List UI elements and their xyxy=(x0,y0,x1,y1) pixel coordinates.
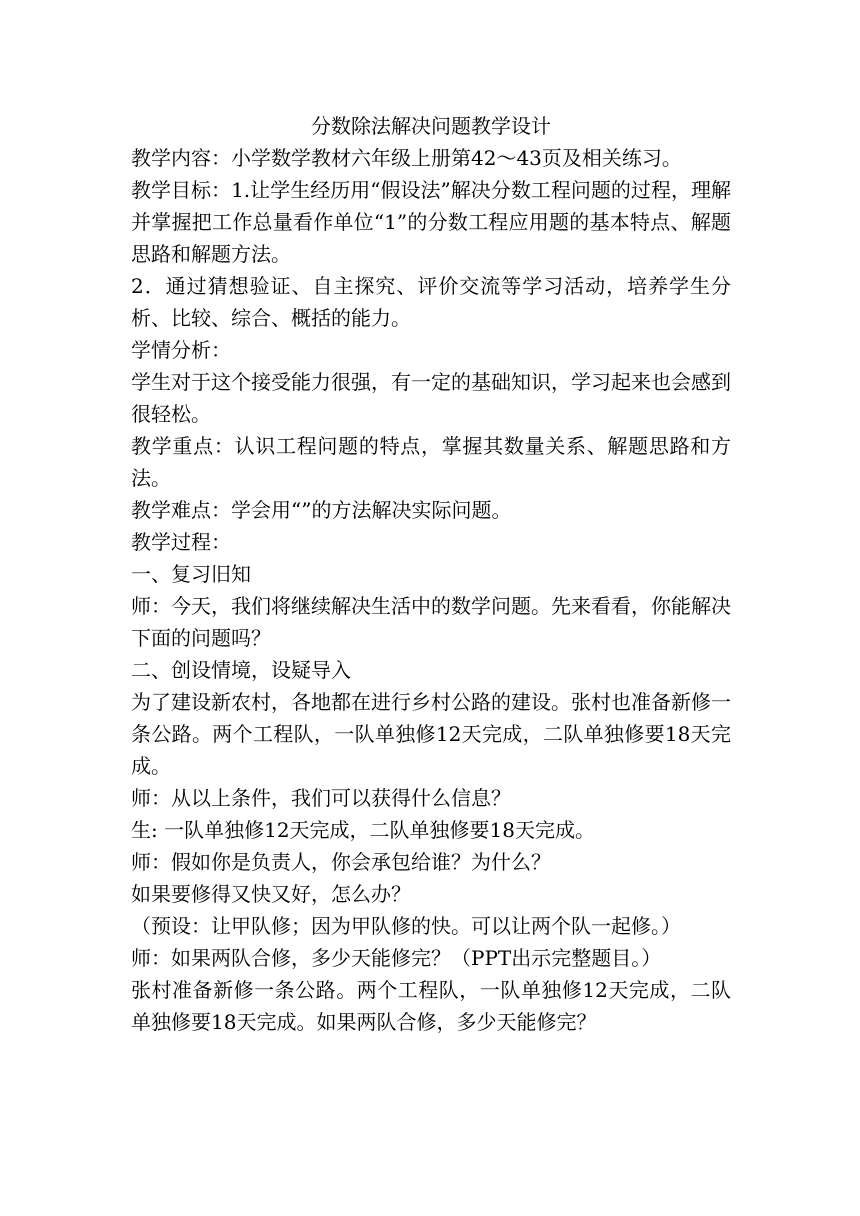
paragraph-section-review: 一、复习旧知 xyxy=(131,562,251,586)
document-body xyxy=(131,110,731,1038)
paragraph-teaching-objective-2: 2．通过猜想验证、自主探究、评价交流等学习活动，培养学生分析、比较、综合、概括的能力。 xyxy=(131,274,731,330)
paragraph-learner-analysis: 学生对于这个接受能力很强，有一定的基础知识，学习起来也会感到很轻松。 xyxy=(131,370,731,426)
document-title: 分数除法解决问题教学设计 xyxy=(311,114,551,138)
paragraph-question-fast-good: 如果要修得又快又好，怎么办？ xyxy=(131,882,411,906)
paragraph-preset-answer: （预设：让甲队修；因为甲队修的快。可以让两个队一起修。） xyxy=(131,914,681,938)
paragraph-teaching-key-points: 教学重点：认识工程问题的特点，掌握其数量关系、解题思路和方法。 xyxy=(131,434,731,490)
paragraph-teacher-question-combined: 师：如果两队合修，多少天能修完？（PPT出示完整题目。） xyxy=(131,946,662,970)
paragraph-scenario-description: 为了建设新农村，各地都在进行乡村公路的建设。张村也准备新修一条公路。两个工程队，一队单独修12天完成，二队单独修要18天完成。 xyxy=(131,690,731,778)
paragraph-full-problem: 张村准备新修一条公路。两个工程队，一队单独修12天完成，二队单独修要18天完成。如果两队合修，多少天能修完？ xyxy=(131,978,731,1034)
paragraph-learner-analysis-heading: 学情分析： xyxy=(131,338,231,362)
paragraph-teaching-objective-1: 教学目标：1.让学生经历用“假设法”解决分数工程问题的过程，理解并掌握把工作总量看作单位“1”的分数工程应用题的基本特点、解题思路和解题方法。 xyxy=(131,178,731,266)
paragraph-student-answer: 生: 一队单独修12天完成，二队单独修要18天完成。 xyxy=(131,818,595,842)
paragraph-teacher-question-info: 师：从以上条件，我们可以获得什么信息？ xyxy=(131,786,511,810)
paragraph-teaching-difficulties: 教学难点：学会用“”的方法解决实际问题。 xyxy=(131,498,512,522)
paragraph-teacher-intro: 师：今天，我们将继续解决生活中的数学问题。先来看看，你能解决下面的问题吗？ xyxy=(131,594,731,650)
paragraph-teacher-question-contract: 师：假如你是负责人，你会承包给谁？为什么？ xyxy=(131,850,551,874)
paragraph-teaching-content: 教学内容：小学数学教材六年级上册第42～43页及相关练习。 xyxy=(131,146,682,170)
paragraph-teaching-process-heading: 教学过程： xyxy=(131,530,231,554)
paragraph-section-scenario: 二、创设情境，设疑导入 xyxy=(131,658,351,682)
